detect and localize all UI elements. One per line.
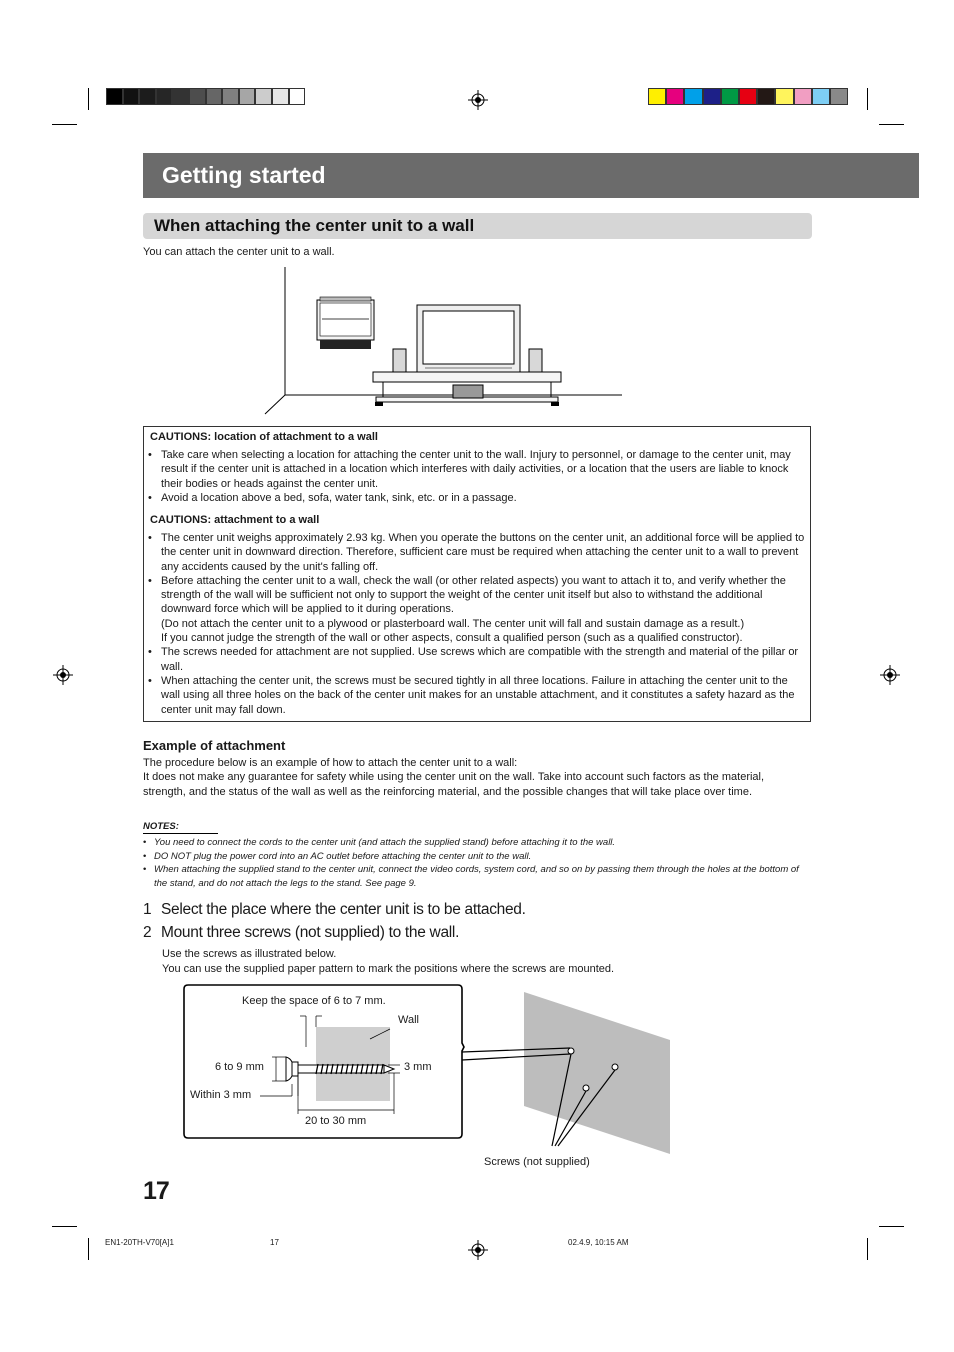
list-item: • When attaching the center unit, the screws must be secured tightly in all three locations. Failure in attaching the center unit to the wall using all three holes on the back of the center unit makes for an unstable attachment, and it constitutes a safety hazard as the center unit may fall down. — [148, 674, 806, 717]
step-detail: Use the screws as illustrated below. — [162, 948, 337, 960]
color-swatch — [703, 88, 721, 105]
color-swatch — [206, 88, 223, 105]
caution-location-list — [148, 448, 806, 505]
registration-mark-icon — [468, 1240, 488, 1260]
shank-diameter-label: 3 mm — [404, 1061, 432, 1073]
color-swatch — [172, 88, 189, 105]
step-text: Select the place where the center unit is to be attached. — [161, 901, 526, 918]
list-item: • Avoid a location above a bed, sofa, water tank, sink, etc. or in a passage. — [148, 491, 806, 505]
example-paragraph: The procedure below is an example of how to attach the center unit to a wall: — [143, 757, 518, 769]
caution-attachment-list — [148, 531, 806, 717]
registration-mark-icon — [53, 665, 73, 685]
color-swatch — [739, 88, 757, 105]
color-swatch — [139, 88, 156, 105]
keep-space-label: Keep the space of 6 to 7 mm. — [242, 995, 386, 1007]
crop-mark — [879, 124, 904, 125]
caution-attachment-heading: CAUTIONS: attachment to a wall — [150, 514, 320, 526]
list-item: • The screws needed for attachment are not supplied. Use screws which are compatible with the strength and material of the pillar or wall. — [148, 645, 806, 674]
footer-file: EN1-20TH-V70[A]1 — [105, 1238, 174, 1247]
color-swatch — [812, 88, 830, 105]
color-swatch — [830, 88, 848, 105]
color-swatch — [189, 88, 206, 105]
list-item: • DO NOT plug the power cord into an AC outlet before attaching the center unit to the wall. — [143, 850, 808, 864]
color-swatch — [666, 88, 684, 105]
color-swatch — [757, 88, 775, 105]
step-number: 2 — [143, 924, 152, 941]
screws-label: Screws (not supplied) — [484, 1156, 590, 1168]
footer-timestamp: 02.4.9, 10:15 AM — [568, 1238, 629, 1247]
length-label: 20 to 30 mm — [305, 1115, 367, 1127]
tv-icon — [417, 305, 520, 372]
tv-stand-icon — [373, 372, 561, 406]
list-item: • The center unit weighs approximately 2.93 kg. When you operate the buttons on the center unit, an additional force will be applied to the center unit in downward direction. Therefore, sufficient care must be required when attaching the center unit to a wall to prevent any accidents caused by the unit's falling off. — [148, 531, 806, 574]
page-title: Getting started — [162, 162, 326, 188]
example-paragraph: It does not make any guarantee for safety while using the center unit on the wall. Take into account such factors as the material, strength, and the status of the wall as well as the reinforcing material, and the possible changes that will take place over time. — [143, 771, 765, 798]
color-swatch — [239, 88, 256, 105]
list-item-note: (Do not attach the center unit to a plywood or plasterboard wall. The center unit will fall and sustain damage as a result.) — [161, 617, 745, 630]
room-illustration — [260, 262, 630, 420]
speaker-left-icon — [393, 349, 406, 374]
list-item: • Take care when selecting a location for attaching the center unit to the wall. Injury to personnel, or damage to the center unit, may result if the center unit is attached in a location which interferes with daily activities, or a location that the users are liable to knock their bodies or heads against the center unit. — [148, 448, 806, 491]
section-intro: You can attach the center unit to a wall. — [143, 246, 335, 258]
crop-mark — [867, 1238, 868, 1260]
center-unit-icon — [317, 297, 374, 349]
example-heading: Example of attachment — [143, 738, 286, 753]
color-swatch — [272, 88, 289, 105]
crop-mark — [879, 1226, 904, 1227]
color-swatch — [156, 88, 173, 105]
registration-mark-icon — [468, 90, 488, 110]
wall-screws-illustration — [460, 988, 675, 1156]
wall-label: Wall — [398, 1014, 419, 1026]
footer-page: 17 — [270, 1238, 279, 1247]
color-swatch — [794, 88, 812, 105]
list-item: • Before attaching the center unit to a wall, check the wall (or other related aspects) you want to attach it to, and verify whether the strength of the wall will be sufficient not only to support the weight of the center unit itself but also to withstand the additional downward force which will be applied to it during operations. — [148, 574, 806, 617]
crop-mark — [52, 1226, 77, 1227]
crop-mark — [88, 88, 89, 110]
notes-underline — [143, 833, 218, 834]
notes-list — [143, 836, 808, 890]
color-swatch — [222, 88, 239, 105]
step-detail: You can use the supplied paper pattern to mark the positions where the screws are mounted. — [162, 963, 615, 975]
color-swatch — [721, 88, 739, 105]
color-swatch — [123, 88, 140, 105]
page-number: 17 — [143, 1177, 169, 1205]
crop-mark — [867, 88, 868, 110]
crop-mark — [52, 124, 77, 125]
within-label: Within 3 mm — [190, 1089, 252, 1101]
speaker-right-icon — [529, 349, 542, 374]
notes-heading: NOTES: — [143, 821, 179, 832]
head-diameter-label: 6 to 9 mm — [215, 1061, 264, 1073]
color-swatch — [775, 88, 793, 105]
caution-location-heading: CAUTIONS: location of attachment to a wall — [150, 431, 378, 443]
step-number: 1 — [143, 901, 152, 918]
color-swatch — [106, 88, 123, 105]
color-swatch — [255, 88, 272, 105]
list-item: • When attaching the supplied stand to the center unit, connect the video cords, system cord, and so on by passing them through the holes at the bottom of the stand, and do not attach the legs to the stand. See page 9. — [143, 863, 808, 890]
color-swatch — [289, 88, 306, 105]
crop-mark — [88, 1238, 89, 1260]
color-swatch — [648, 88, 666, 105]
color-swatch — [684, 88, 702, 105]
list-item-note: If you cannot judge the strength of the wall or other aspects, consult a qualified person (such as a qualified constructor). — [161, 632, 743, 645]
section-title: When attaching the center unit to a wall — [154, 216, 475, 235]
step-text: Mount three screws (not supplied) to the wall. — [161, 924, 460, 941]
registration-mark-icon — [880, 665, 900, 685]
list-item: • You need to connect the cords to the center unit (and attach the supplied stand) before attaching it to the wall. — [143, 836, 808, 850]
